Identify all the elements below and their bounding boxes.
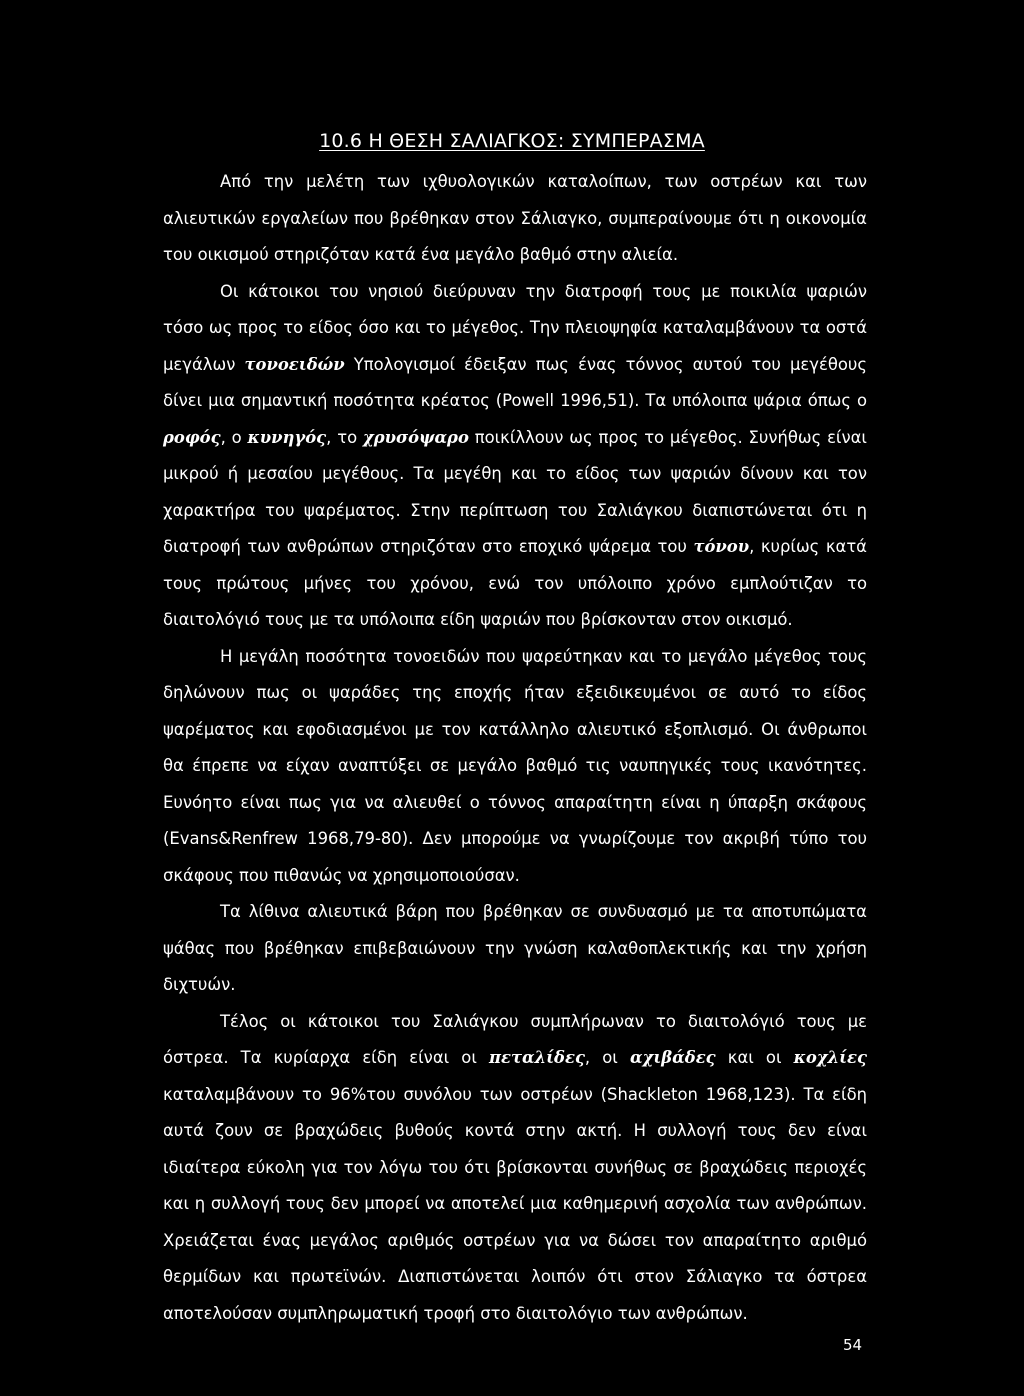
term-emphasis: ροφός — [163, 427, 221, 447]
text-run: Τέλος οι κάτοικοι του Σαλιάγκου συμπλήρωναν το διαιτολόγιό τους με όστρεα. Τα κυρίαρχα είδη είναι οι — [163, 1011, 867, 1067]
paragraph-3 — [163, 639, 867, 895]
paragraph-5 — [163, 1004, 867, 1333]
term-emphasis: κυνηγός — [247, 427, 327, 447]
term-emphasis: κοχλίες — [793, 1048, 868, 1067]
text-run: Η μεγάλη ποσότητα τονοειδών που ψαρεύτηκαν και το μεγάλο μέγεθος τους δηλώνουν πως οι ψαράδες της εποχής ήταν εξειδικευμένοι σε αυτό το είδος ψαρέματος και εφοδιασμένοι με τον κατάλληλο αλιευτικό εξοπλισμό. Οι άνθρωποι θα έπρεπε να είχαν αναπτύξει σε μεγάλο βαθμό τις ναυπηγικές τους ικανότητες. Ευνόητο είναι πως για να αλιευθεί ο τόννος απαραίτητη είναι η ύπαρξη σκάφους (Evans&Renfrew 1968,79-80). Δεν μπορούμε να γνωρίζουμε τον ακριβή τύπο του σκάφους που πιθανώς να χρησιμοποιούσαν. — [163, 646, 867, 885]
text-run: , οι — [584, 1048, 630, 1067]
text-run: και οι — [715, 1048, 794, 1067]
text-run: , το — [326, 427, 363, 447]
paragraph-4 — [163, 894, 867, 1004]
text-run: , κυρίως κατά τους πρώτους μήνες του χρόνου, ενώ τον υπόλοιπο χρόνο εμπλούτιζαν το διαιτολόγιό τους με τα υπόλοιπα είδη ψαριών που βρίσκονταν στον οικισμό. — [163, 537, 867, 629]
paragraph-1 — [163, 164, 867, 274]
body-text — [163, 164, 867, 1332]
page-number: 54 — [843, 1336, 863, 1354]
section-heading: 10.6 Η ΘΕΣΗ ΣΑΛΙΑΓΚΟΣ: ΣΥΜΠΕΡΑΣΜΑ — [319, 130, 705, 152]
text-run: Υπολογισμοί έδειξαν πως ένας τόννος αυτού του μεγέθους δίνει μια σημαντική ποσότητα κρέατος (Powell 1996,51). Τα υπόλοιπα ψάρια όπως ο — [163, 354, 867, 410]
text-run: Οι κάτοικοι του νησιού διεύρυναν την διατροφή τους με ποικιλία ψαριών τόσο ως προς το είδος όσο και το μέγεθος. Την πλειοψηφία καταλαμβάνουν τα οστά μεγάλων — [163, 281, 867, 374]
text-run: , ο — [220, 427, 248, 447]
text-run: καταλαμβάνουν το 96%του συνόλου των οστρέων (Shackleton 1968,123). Τα είδη αυτά ζουν σε βραχώδεις βυθούς κοντά στην ακτή. Η συλλογή τους δεν είναι ιδιαίτερα εύκολη για τον λόγω του ότι βρίσκονται συνήθως σε βραχώδεις περιοχές και η συλλογή τους δεν μπορεί να αποτελεί μια καθημερινή ασχολία των ανθρώπων. Χρειάζεται ένας μεγάλος αριθμός οστρέων για να δώσει τον απαραίτητο αριθμό θερμίδων και πρωτεϊνών. Διαπιστώνεται λοιπόν ότι στον Σάλιαγκο τα όστρεα αποτελούσαν συμπληρωματική τροφή στο διαιτολόγιο των ανθρώπων. — [163, 1084, 867, 1323]
term-emphasis: αχιβάδες — [629, 1048, 716, 1067]
term-emphasis: πεταλίδες — [489, 1048, 585, 1067]
text-run: ποικίλλουν ως προς το μέγεθος. Συνήθως είναι μικρού ή μεσαίου μεγέθους. Τα μεγέθη και το είδος των ψαριών δίνουν και τον χαρακτήρα του ψαρέματος. Στην περίπτωση του Σαλιάγκου διαπιστώνεται ότι η διατροφή των ανθρώπων στηριζόταν στο εποχικό ψάρεμα του — [163, 427, 867, 556]
term-emphasis: χρυσόψαρο — [362, 427, 469, 447]
text-run: Τα λίθινα αλιευτικά βάρη που βρέθηκαν σε συνδυασμό με τα αποτυπώματα ψάθας που βρέθηκαν επιβεβαιώνουν την γνώση καλαθοπλεκτικής και την χρήση διχτυών. — [163, 902, 867, 994]
term-emphasis: τονοειδών — [244, 354, 345, 374]
text-run: Από την μελέτη των ιχθυολογικών καταλοίπων, των οστρέων και των αλιευτικών εργαλείων που βρέθηκαν στον Σάλιαγκο, συμπεραίνουμε ότι η οικονομία του οικισμού στηριζόταν κατά ένα μεγάλο βαθμό στην αλιεία. — [163, 172, 867, 264]
term-emphasis: τόνου — [693, 537, 750, 556]
paragraph-2 — [163, 274, 867, 639]
